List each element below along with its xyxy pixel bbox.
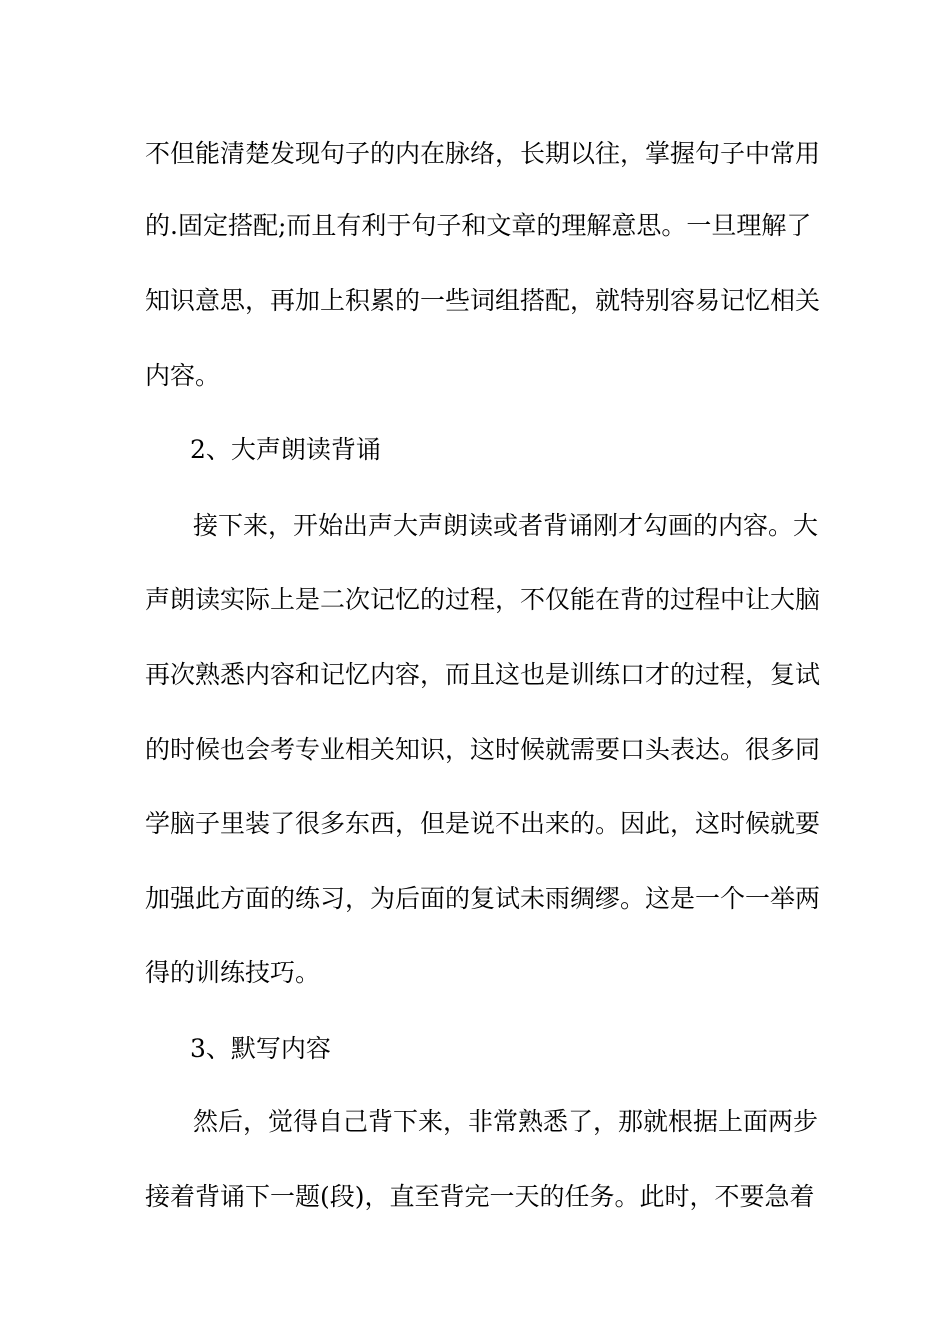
section-heading-3: 3、默写内容: [190, 1034, 331, 1063]
paragraph-line: 加强此方面的练习，为后面的复试未雨绸缪。这是一个一举两: [145, 884, 821, 913]
paragraph-line: 的.固定搭配;而且有利于句子和文章的理解意思。一旦理解了: [145, 211, 812, 240]
paragraph-line: 然后，觉得自己背下来，非常熟悉了，那就根据上面两步: [193, 1107, 819, 1136]
paragraph-line: 内容。: [145, 361, 221, 390]
paragraph-line: 不但能清楚发现句子的内在脉络，长期以往，掌握句子中常用: [145, 139, 821, 168]
paragraph-line: 声朗读实际上是二次记忆的过程，不仅能在背的过程中让大脑: [145, 585, 821, 614]
paragraph-line: 的时候也会考专业相关知识，这时候就需要口头表达。很多同: [145, 735, 821, 764]
paragraph-line: 接下来，开始出声大声朗读或者背诵刚才勾画的内容。大: [193, 511, 819, 540]
paragraph-line: 学脑子里装了很多东西，但是说不出来的。因此，这时候就要: [145, 809, 821, 838]
section-heading-2: 2、大声朗读背诵: [190, 435, 381, 464]
paragraph-line: 再次熟悉内容和记忆内容，而且这也是训练口才的过程，复试: [145, 660, 821, 689]
paragraph-line: 得的训练技巧。: [145, 958, 321, 987]
paragraph-line: 接着背诵下一题(段)，直至背完一天的任务。此时，不要急着: [145, 1182, 815, 1211]
paragraph-line: 知识意思，再加上积累的一些词组搭配，就特别容易记忆相关: [145, 286, 821, 315]
